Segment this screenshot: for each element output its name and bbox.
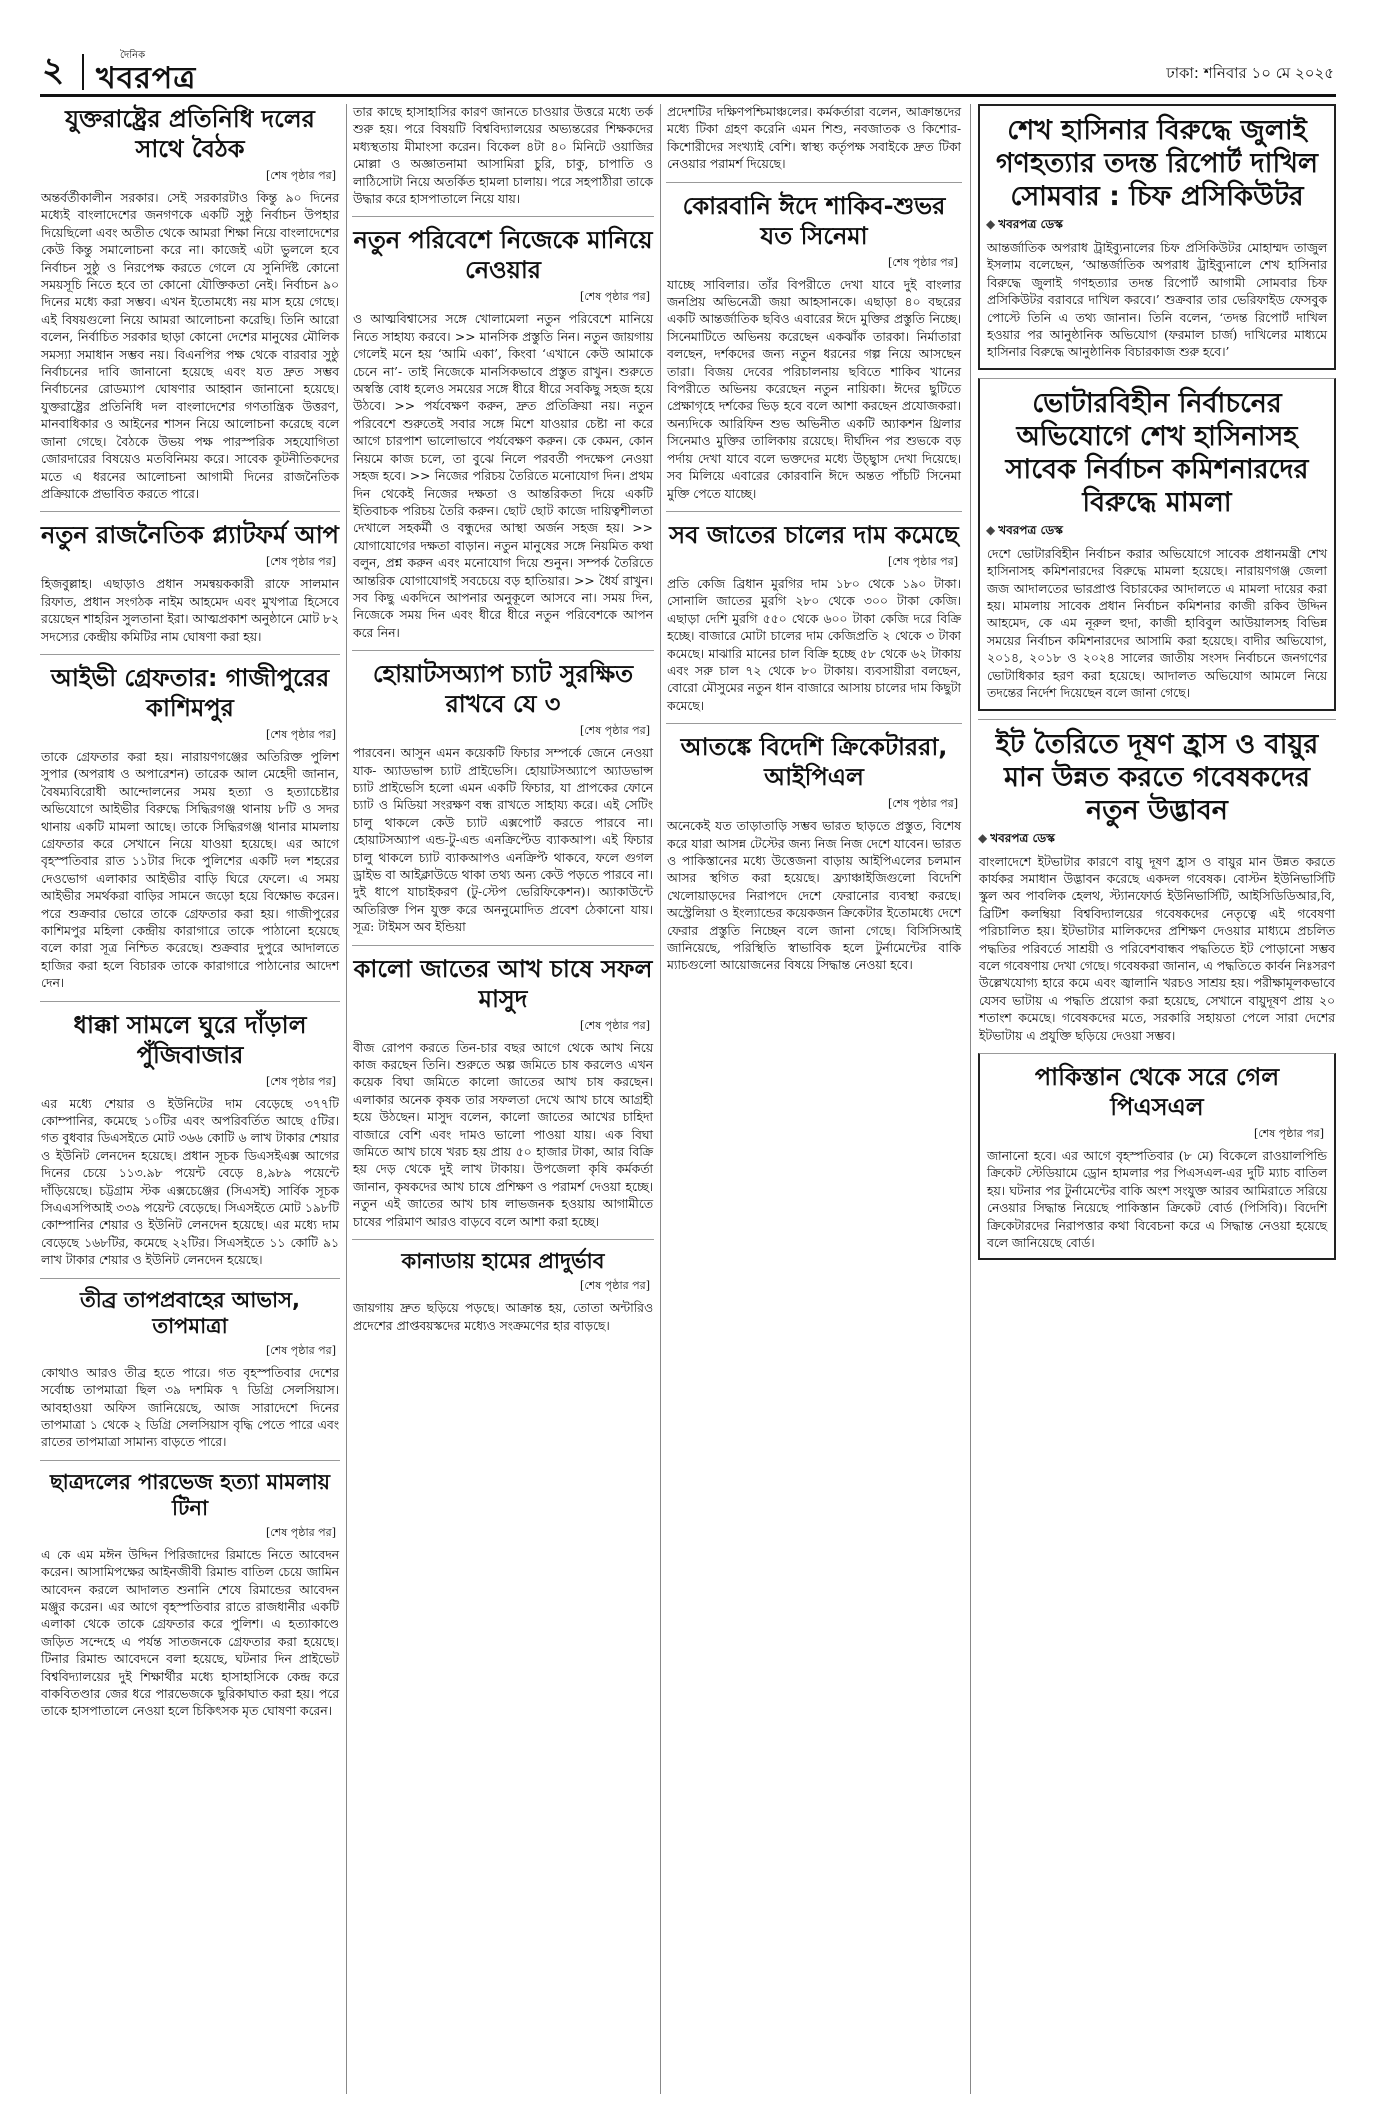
story <box>666 182 962 503</box>
logo-prefix: দৈনিক <box>120 50 146 61</box>
headline: শেখ হাসিনার বিরুদ্ধে জুলাই গণহত্যার তদন্ত রিপোর্ট দাখিল সোমবার : চিফ প্রসিকিউটর <box>995 115 1319 212</box>
headline: হোয়াটসঅ্যাপ চ্যাট সুরক্ষিত রাখবে যে ৩ <box>372 660 634 719</box>
story <box>40 511 340 646</box>
jump-line: [শেষ পৃষ্ঠার পর] <box>579 724 650 738</box>
jump-line: [শেষ পৃষ্ঠার পর] <box>1253 1126 1324 1140</box>
byline-text: খবরপত্র ডেস্ক <box>990 830 1055 845</box>
jump-line: [শেষ পৃষ্ঠার পর] <box>265 555 336 569</box>
byline-text: খবরপত্র ডেস্ক <box>998 522 1063 537</box>
story-body: বীজ রোপণ করতে তিন-চার বছর আগে থেকে আখ নিয়ে কাজ করছেন তিনি। শুরুতে অল্প জমিতে চাষ করলেও এখন কয়েক বিঘা জমিতে কালো জাতের আখ চাষ করছেন। এলাকার অনেক কৃষক তার সফলতা দেখে আখ চাষে আগ্রহী হয়ে উঠছেন। মাসুদ বলেন, কালো জাতের আখের চাহিদা বাজারে বেশি এবং দামও ভালো পাওয়া যায়। এক বিঘা জমিতে আখ চাষে খরচ হয় প্রায় ৫০ হাজার টাকা, আর বিক্রি হয় দেড় থেকে দুই লাখ টাকায়। উপজেলা কৃষি কর্মকর্তা জানান, কৃষকদের আখ চাষে প্রশিক্ষণ ও পরামর্শ দেওয়া হচ্ছে। নতুন এই জাতের আখ চাষ লাভজনক হওয়ায় আগামীতে চাষের পরিমাণ আরও বাড়বে বলে আশা করা হচ্ছে। <box>353 1040 653 1229</box>
featured-story <box>978 378 1336 711</box>
headline: ভোটারবিহীন নির্বাচনের অভিযোগে শেখ হাসিনাসহ সাবেক নির্বাচন কমিশনারদের বিরুদ্ধে মামলা <box>1005 387 1309 518</box>
headline: ছাত্রদলের পারভেজ হত্যা মামলায় টিনা <box>49 1469 331 1520</box>
column-divider <box>346 104 347 2094</box>
column-4 <box>978 104 1336 2094</box>
byline <box>978 830 1336 850</box>
headline: নতুন পরিবেশে নিজেকে মানিয়ে নেওয়ার <box>353 226 653 285</box>
masthead <box>40 48 1336 97</box>
story-body: তাকে গ্রেফতার করা হয়। নারায়ণগঞ্জের অতিরিক্ত পুলিশ সুপার (অপরাধ ও অপারেশন) তারেক আল মেহেদী জানান, বৈষম্যবিরোধী আন্দোলনের সময় হত্যা ও হত্যাচেষ্টার অভিযোগে আইভীর বিরুদ্ধে সিদ্ধিরগঞ্জ থানায় ৮টি ও সদর থানায় একটি মামলা আছে। তাকে সিদ্ধিরগঞ্জ থানার মামলায় গ্রেফতার করে সেখানে নিয়ে যাওয়া হয়েছে। এর আগে বৃহস্পতিবার রাত ১১টার দিকে পুলিশের একটি দল শহরের দেওভোগ এলাকার আইভীর বাড়ি ঘিরে ফেলে। এ সময় আইভীর সমর্থকরা বাড়ির সামনে জড়ো হয়ে বিক্ষোভ করেন। পরে শুক্রবার ভোরে তাকে গ্রেফতার করা হয়। গাজীপুরের কাশিমপুর মহিলা কেন্দ্রীয় কারাগারে তাকে পাঠানো হয়েছে বলে কারা সূত্র নিশ্চিত করেছে। শুক্রবার দুপুরে আদালতে হাজির করা হলে বিচারক তাকে কারাগারে পাঠানোর আদেশ দেন। <box>41 749 339 991</box>
jump-line: [শেষ পৃষ্ঠার পর] <box>579 1018 650 1032</box>
headline: কানাডায় হামের প্রাদুর্ভাব <box>401 1249 605 1274</box>
byline <box>986 216 1328 236</box>
story-body: অনেকেই যত তাড়াতাড়ি সম্ভব ভারত ছাড়তে প্রস্তুত, বিশেষ করে যারা আসন্ন টেস্টের জন্য নিজ নিজ দেশে যাবেন। ভারত ও পাকিস্তানের মধ্যে উত্তেজনা বাড়ায় আইপিএলের চলমান আসর স্থগিত করা হয়েছে। ফ্র্যাঞ্চাইজিগুলো বিদেশি খেলোয়াড়দের নিরাপদে দেশে ফেরানোর ব্যবস্থা করছে। অস্ট্রেলিয়া ও ইংল্যান্ডের কয়েকজন ক্রিকেটার ইতোমধ্যে দেশে ফেরার প্রস্তুতি নিচ্ছেন বলে জানা গেছে। বিসিসিআই জানিয়েছে, পরিস্থিতি স্বাভাবিক হলে টুর্নামেন্টের বাকি ম্যাচগুলো আয়োজনের বিষয়ে সিদ্ধান্ত নেওয়া হবে। <box>667 819 961 973</box>
story <box>352 1239 654 1335</box>
diamond-bullet-icon: ◆ <box>978 830 988 845</box>
jump-line: [শেষ পৃষ্ঠার পর] <box>887 797 958 811</box>
jump-line: [শেষ পৃষ্ঠার পর] <box>579 1279 650 1293</box>
story <box>978 1053 1336 1260</box>
masthead-divider <box>82 54 84 90</box>
featured-story <box>978 104 1336 370</box>
column-1 <box>40 104 340 2094</box>
story <box>40 1460 340 1721</box>
story-body: হিজবুল্লাহ। এছাড়াও প্রধান সমন্বয়ককারী রাফে সালমান রিফাত, প্রধান সংগঠক নাইম আহমেদ এবং মুখপাত্র হিসেবে রয়েছেন শাহরিন সুলতানা ইরা। আত্মপ্রকাশ অনুষ্ঠানে মোট ৮২ সদস্যের কেন্দ্রীয় কমিটির নাম ঘোষণা করা হয়। <box>41 577 339 644</box>
story-body: প্রতি কেজি ব্রিধান মুরগির দাম ১৮০ থেকে ১৯০ টাকা। সোনালি জাতের মুরগি ২৮০ থেকে ৩০০ টাকা কেজি। এছাড়া দেশি মুরগি ৫৫০ থেকে ৬০০ টাকা কেজি দরে বিক্রি হচ্ছে। বাজারে মোটা চালের দাম কেজিপ্রতি ২ থেকে ৩ টাকা কমেছে। মাঝারি মানের চাল বিক্রি হচ্ছে ৫৮ থেকে ৬২ টাকায় এবং সরু চাল ৭২ থেকে ৮০ টাকায়। ব্যবসায়ীরা বলছেন, বোরো মৌসুমের নতুন ধান বাজারে আসায় চালের দাম কিছুটা কমেছে। <box>667 576 961 713</box>
story <box>352 216 654 642</box>
story-body: বাংলাদেশে ইটভাটার কারণে বায়ু দূষণ হ্রাস ও বায়ুর মান উন্নত করতে কার্যকর সমাধান উদ্ভাবন করেছে একদল গবেষক। বোস্টন ইউনিভার্সিটি স্কুল অব পাবলিক হেলথ, স্ট্যানফোর্ড ইউনিভার্সিটি, আইসিডিডিআর,বি, ব্রিটিশ কলম্বিয়া বিশ্ববিদ্যালয়ের গবেষকদের নেতৃত্বে এই গবেষণা পরিচালিত হয়। ইটভাটার মালিকদের প্রশিক্ষণ দেওয়ার মাধ্যমে প্রচলিত পদ্ধতির পরিবর্তে সাশ্রয়ী ও পরিবেশবান্ধব পদ্ধতিতে ইট পোড়ানো সম্ভব বলে গবেষণায় দেখা গেছে। গবেষকরা জানান, এ পদ্ধতিতে কার্বন নিঃসরণ উল্লেখযোগ্য হারে কমে এবং জ্বালানি খরচও সাশ্রয় হয়। পরীক্ষামূলকভাবে যেসব ভাটায় এ পদ্ধতি প্রয়োগ করা হয়েছে, সেখানে বায়ুদূষণ প্রায় ২০ শতাংশ কমেছে। গবেষকদের মতে, সরকারি সহায়তা পেলে সারা দেশের ইটভাটায় এ প্রযুক্তি ছড়িয়ে দেওয়া সম্ভব। <box>979 854 1335 1043</box>
headline: আইভী গ্রেফতার: গাজীপুরের কাশিমপুর <box>50 663 330 722</box>
jump-line: [শেষ পৃষ্ঠার পর] <box>265 727 336 741</box>
story <box>978 719 1336 1045</box>
story-body: যাচ্ছে সাবিলার। তাঁর বিপরীতে দেখা যাবে দুই বাংলার জনপ্রিয় অভিনেত্রী জয়া আহসানকে। এছাড়া ৪০ বছরের একটি আন্তর্জাতিক ছবিও এবারের ঈদে মুক্তির প্রস্তুতি নিচ্ছে। সিনেমাটিতে অভিনয় করেছেন একঝাঁক তারকা। নির্মাতারা বলছেন, দর্শকদের জন্য নতুন ধরনের গল্প নিয়ে আসছেন তারা। বিজয় দেবের পরিচালনায় ছবিতে শাকিব খানের বিপরীতে অভিনয় করেছেন নতুন নায়িকা। ঈদের ছুটিতে প্রেক্ষাগৃহে দর্শকের ভিড় হবে বলে আশা করছেন প্রযোজকরা। অন্যদিকে আরিফিন শুভ অভিনীত একটি অ্যাকশন থ্রিলার সিনেমাও মুক্তির তালিকায় রয়েছে। দীর্ঘদিন পর শুভকে বড় পর্দায় দেখা যাবে বলে ভক্তদের মধ্যে উচ্ছ্বাস দেখা দিয়েছে। সব মিলিয়ে এবারের কোরবানি ঈদে অন্তত পাঁচটি সিনেমা মুক্তি পেতে যাচ্ছে। <box>667 277 961 501</box>
story <box>352 945 654 1231</box>
story-body: জানানো হবে। এর আগে বৃহস্পতিবার (৮ মে) বিকেলে রাওয়ালপিন্ডি ক্রিকেট স্টেডিয়ামে ড্রোন হামলার পর পিএসএল-এর দুটি ম্যাচ বাতিল হয়। ঘটনার পর টুর্নামেন্টের বাকি অংশ সংযুক্ত আরব আমিরাতে সরিয়ে নেওয়ার সিদ্ধান্ত নিয়েছে পাকিস্তান ক্রিকেট বোর্ড (পিসিবি)। বিদেশি ক্রিকেটারদের নিরাপত্তার কথা বিবেচনা করে এ সিদ্ধান্ত নেওয়া হয়েছে বলে জানিয়েছে বোর্ড। <box>987 1148 1327 1250</box>
story-body: কোথাও আরও তীব্র হতে পারে। গত বৃহস্পতিবার দেশের সর্বোচ্চ তাপমাত্রা ছিল ৩৯ দশমিক ৭ ডিগ্রি সেলসিয়াস। আবহাওয়া অফিস জানিয়েছে, আজ সারাদেশে দিনের তাপমাত্রা ১ থেকে ২ ডিগ্রি সেলসিয়াস বৃদ্ধি পেতে পারে এবং রাতের তাপমাত্রা সামান্য বাড়তে পারে। <box>41 1365 339 1450</box>
headline: কালো জাতের আখ চাষে সফল মাসুদ <box>353 954 653 1013</box>
story-body: ও আত্মবিশ্বাসের সঙ্গে খোলামেলা নতুন পরিবেশে মানিয়ে নিতে সাহায্য করবে। >> মানসিক প্রস্তুতি নিন। নতুন জায়গায় গেলেই মনে হয় ‘আমি একা’, কিংবা ‘এখানে কেউ আমাকে চেনে না’- তাই নিজেকে মানসিকভাবে প্রস্তুত রাখুন। শুরুতে অস্বস্তি বোধ হলেও সময়ের সঙ্গে ধীরে ধীরে সবকিছু সহজ হয়ে উঠবে। >> পর্যবেক্ষণ করুন, দ্রুত প্রতিক্রিয়া নয়। নতুন পরিবেশে শুরুতেই সবার সঙ্গে মিশে যাওয়ার চেষ্টা না করে আগে চারপাশ ভালোভাবে পর্যবেক্ষণ করুন। কে কেমন, কোন নিয়মে কাজ চলে, তা বুঝে নিলে পরবর্তী পদক্ষেপ নেওয়া সহজ হবে। >> নিজের পরিচয় তৈরিতে মনোযোগ দিন। প্রথম দিন থেকেই নিজের দক্ষতা ও আন্তরিকতা দিয়ে একটি ইতিবাচক পরিচয় তৈরি করুন। ছোট ছোট কাজে দায়িত্বশীলতা দেখালে সহকর্মী ও বন্ধুদের আস্থা অর্জন সহজ হয়। >> যোগাযোগের দক্ষতা বাড়ান। নতুন মানুষের সঙ্গে নিয়মিত কথা বলুন, প্রশ্ন করুন এবং মনোযোগ দিয়ে শুনুন। সম্পর্ক তৈরিতে আন্তরিক যোগাযোগই সবচেয়ে বড় হাতিয়ার। >> ধৈর্য রাখুন। সব কিছু একদিনে আপনার অনুকূলে আসবে না। সময় দিন, নিজেকে সময় দিন এবং ধীরে ধীরে নতুন পরিবেশকে আপন করে নিন। <box>353 312 653 640</box>
column-3 <box>666 104 962 2094</box>
column-2 <box>352 104 654 2094</box>
story <box>352 650 654 936</box>
headline: ইট তৈরিতে দূষণ হ্রাস ও বায়ুর মান উন্নত করতে গবেষকদের নতুন উদ্ভাবন <box>995 728 1319 826</box>
jump-line: [শেষ পৃষ্ঠার পর] <box>887 255 958 269</box>
story-body: অন্তর্বর্তীকালীন সরকার। সেই সরকারটাও কিন্তু ৯০ দিনের মধ্যেই বাংলাদেশের জনগণকে একটি সুষ্ঠু নির্বাচন উপহার দিয়েছিলো এবং অতীত থেকে আমরা শিক্ষা নিয়ে বাংলাদেশের কেউ কিন্তু সমালোচনা করে না। কাজেই এটা ভুললে হবে নির্বাচন সুষ্ঠু ও নিরপেক্ষ করতে গেলে যে সুনির্দিষ্ট কোনো সময়সূচি নিতে হবে তা কোনো যৌক্তিকতা নেই। নির্বাচন ৯০ দিনের মধ্যে করা সম্ভব। এখন ইতোমধ্যে নয় মাস হয়ে গেছে। এই বিষয়গুলো নিয়ে আমরা আলোচনা করেছি। তিনি আরো বলেন, নির্বাচিত সরকার ছাড়া কোনো দেশের মানুষের মৌলিক সমস্যা সমাধান সম্ভব নয়। বিএনপির পক্ষ থেকে বারবার সুষ্ঠু নির্বাচনের দাবি জানানো হয়েছে এবং যত দ্রুত সম্ভব নির্বাচনের রোডম্যাপ ঘোষণার আহ্বান জানানো হয়েছে। যুক্তরাষ্ট্রের প্রতিনিধি দল বাংলাদেশের গণতান্ত্রিক উত্তরণ, মানবাধিকার ও আইনের শাসন নিয়ে আলোচনা করেছে বলে জানা গেছে। বৈঠকে উভয় পক্ষ পারস্পরিক সহযোগিতা জোরদারের বিষয়েও মতবিনিময় করে। সাবেক কূটনীতিকদের মতে এ ধরনের আলোচনা আগামী দিনের রাজনৈতিক প্রক্রিয়াকে প্রভাবিত করতে পারে। <box>41 191 339 501</box>
headline: কোরবানি ঈদে শাকিব-শুভর যত সিনেমা <box>682 191 946 250</box>
headline: সব জাতের চালের দাম কমেছে <box>669 520 959 549</box>
byline-text: খবরপত্র ডেস্ক <box>998 217 1063 231</box>
story <box>666 511 962 715</box>
jump-line: [শেষ পৃষ্ঠার পর] <box>265 1074 336 1088</box>
headline: নতুন রাজনৈতিক প্ল্যাটফর্ম আপ <box>41 521 339 550</box>
story-body: এ কে এম মঈন উদ্দিন পিরিজাদের রিমান্ডে নিতে আবেদন করেন। আসামিপক্ষের আইনজীবী রিমান্ড বাতিল চেয়ে জামিন আবেদন করলে আদালত শুনানি শেষে রিমান্ডের আবেদন মঞ্জুর করেন। এর আগে বৃহস্পতিবার রাতে রাজধানীর একটি এলাকা থেকে তাকে গ্রেফতার করে পুলিশ। এ হত্যাকাণ্ডে জড়িত সন্দেহে এ পর্যন্ত সাতজনকে গ্রেফতার করা হয়েছে। টিনার রিমান্ড আবেদনে বলা হয়েছে, ঘটনার দিন প্রাইভেট বিশ্ববিদ্যালয়ের দুই শিক্ষার্থীর মধ্যে হাসাহাসিকে কেন্দ্র করে বাকবিতণ্ডার জের ধরে পারভেজকে ছুরিকাঘাত করা হয়। পরে তাকে হাসপাতালে নেওয়া হলে চিকিৎসক মৃত ঘোষণা করেন। <box>41 1547 339 1719</box>
story-body: প্রদেশটির দক্ষিণপশ্চিমাঞ্চলের। কর্মকর্তারা বলেন, আক্রান্তদের মধ্যে টিকা গ্রহণ করেনি এমন শিশু, নবজাতক ও কিশোর-কিশোরীদের সংখ্যাই বেশি। স্বাস্থ্য কর্তৃপক্ষ সবাইকে দ্রুত টিকা নেওয়ার পরামর্শ দিয়েছে। <box>667 105 961 172</box>
jump-line: [শেষ পৃষ্ঠার পর] <box>265 1525 336 1539</box>
jump-line: [শেষ পৃষ্ঠার পর] <box>265 1343 336 1357</box>
jump-line: [শেষ পৃষ্ঠার পর] <box>887 554 958 568</box>
headline: পাকিস্তান থেকে সরে গেল পিএসএল <box>1034 1062 1280 1121</box>
headline: ধাক্কা সামলে ঘুরে দাঁড়াল পুঁজিবাজার <box>73 1010 307 1069</box>
story <box>666 723 962 975</box>
story-continuation <box>666 104 962 174</box>
story-body: আন্তর্জাতিক অপরাধ ট্রাইব্যুনালের চিফ প্রসিকিউটর মোহাম্মদ তাজুল ইসলাম বলেছেন, ‘আন্তর্জাতিক অপরাধ ট্রাইব্যুনালে শেখ হাসিনার বিরুদ্ধে জুলাই গণহত্যার তদন্ত রিপোর্ট আগামী সোমবার চিফ প্রসিকিউটর বরাবরে দাখিল করবে।’ শুক্রবার তার ভেরিফাইড ফেসবুক পোস্টে তিনি এ তথ্য জানান। তিনি বলেন, ‘তদন্ত রিপোর্ট দাখিল হওয়ার পর আনুষ্ঠানিক অভিযোগ (ফরমাল চার্জ) দাখিলের মাধ্যমে হাসিনার বিরুদ্ধে আনুষ্ঠানিক বিচারকাজ শুরু হবে।’ <box>987 241 1327 360</box>
story-body: দেশে ভোটারবিহীন নির্বাচন করার অভিযোগে সাবেক প্রধানমন্ত্রী শেখ হাসিনাসহ কমিশনারদের বিরুদ্ধে মামলা হয়েছে। নারায়ণগঞ্জ জেলা জজ আদালতের ভারপ্রাপ্ত বিচারকের আদালতে এ মামলা দায়ের করা হয়। মামলায় সাবেক প্রধান নির্বাচন কমিশনার কাজী রকিব উদ্দিন আহমেদ, কে এম নূরুল হুদা, কাজী হাবিবুল আউয়ালসহ বিভিন্ন সময়ের নির্বাচন কমিশনারদের আসামি করা হয়েছে। বাদীর অভিযোগ, ২০১৪, ২০১৮ ও ২০২৪ সালের জাতীয় সংসদ নির্বাচনে জনগণের ভোটাধিকার হরণ করা হয়েছে। আদালত অভিযোগ আমলে নিয়ে তদন্তের নির্দেশ দিয়েছেন বলে জানা গেছে। <box>987 546 1327 701</box>
byline <box>986 522 1328 542</box>
story-body: জায়গায় দ্রুত ছড়িয়ে পড়ছে। আক্রান্ত হয়, তোতা অন্টারিও প্রদেশের প্রাপ্তবয়স্কদের মধ্যেও সংক্রমণের হার বাড়ছে। <box>353 1301 653 1333</box>
story <box>40 1278 340 1452</box>
column-divider <box>970 104 971 2094</box>
headline: যুক্তরাষ্ট্রের প্রতিনিধি দলের সাথে বৈঠক <box>65 105 315 163</box>
story-body: এর মধ্যে শেয়ার ও ইউনিটের দাম বেড়েছে ৩৭৭টি কোম্পানির, কমেছে ১০টির এবং অপরিবর্তিত আছে ৫টির। গত বুধবার ডিএসইতে মোট ৩৬৬ কোটি ৬ লাখ টাকার শেয়ার ও ইউনিট লেনদেন হয়েছে। প্রধান সূচক ডিএসইএক্স আগের দিনের চেয়ে ১১৩.৯৮ পয়েন্ট বেড়ে ৪,৯৮৯ পয়েন্টে দাঁড়িয়েছে। চট্টগ্রাম স্টক এক্সচেঞ্জের (সিএসই) সার্বিক সূচক সিএএসপিআই ৩৩৯ পয়েন্ট বেড়েছে। সিএসইতে মোট ১৯৮টি কোম্পানির শেয়ার ও ইউনিট লেনদেন হয়েছে। এর মধ্যে দাম বেড়েছে ১৬৮টির, কমেছে ২২টির। সিএসইতে ১১ কোটি ৯১ লাখ টাকার শেয়ার ও ইউনিট লেনদেন হয়েছে। <box>41 1096 339 1268</box>
story <box>40 1001 340 1270</box>
story <box>40 654 340 993</box>
page-number: ২ <box>42 50 65 90</box>
story-body: পারবেন। আসুন এমন কয়েকটি ফিচার সম্পর্কে জেনে নেওয়া যাক- অ্যাডভান্স চ্যাট প্রাইভেসি। হোয়াটসঅ্যাপে অ্যাডভান্স চ্যাট প্রাইভেসি হলো এমন একটি ফিচার, যা প্রাপকের ফোনে চ্যাট ও মিডিয়া সংরক্ষণ বন্ধ রাখতে সাহায্য করে। এই সেটিং চালু থাকলে কেউ চ্যাট এক্সপোর্ট করতে পারবে না। হোয়াটসঅ্যাপ এন্ড-টু-এন্ড এনক্রিপ্টেড ব্যাকআপ। এই ফিচার চালু থাকলে চ্যাট ব্যাকআপও এনক্রিপ্ট থাকবে, ফলে গুগল ড্রাইভ বা আইক্লাউডে থাকা তথ্য অন্য কেউ পড়তে পারবে না। দুই ধাপে যাচাইকরণ (টু-স্টেপ ভেরিফিকেশন)। অ্যাকাউন্টে অতিরিক্ত পিন যুক্ত করে অননুমোদিত প্রবেশ ঠেকানো যায়। সূত্র: টাইমস অব ইন্ডিয়া <box>353 746 653 935</box>
column-divider <box>660 104 661 2094</box>
diamond-bullet-icon: ◆ <box>986 217 996 231</box>
jump-line: [শেষ পৃষ্ঠার পর] <box>265 169 336 182</box>
dateline: ঢাকা: শনিবার ১০ মে ২০২৫ <box>1166 64 1334 82</box>
story-continuation <box>352 104 654 208</box>
diamond-bullet-icon: ◆ <box>986 522 996 537</box>
logo-name: খবরপত্র <box>96 61 197 96</box>
story <box>40 104 340 503</box>
jump-line: [শেষ পৃষ্ঠার পর] <box>579 290 650 304</box>
headline: আতঙ্কে বিদেশি ক্রিকেটাররা, আইপিএল <box>680 733 948 792</box>
story-body: তার কাছে হাসাহাসির কারণ জানতে চাওয়ার উত্তরে মধ্যে তর্ক শুরু হয়। পরে বিষয়টি বিশ্ববিদ্যালয়ের অভ্যন্তরের শিক্ষকদের মধ্যস্থতায় মীমাংসা করেন। বিকেল ৪টা ৪০ মিনিটে ওয়াজির মোল্লা ও অজ্ঞাতনামা আসামিরা চুরি, চাকু, চাপাতি ও লাঠিসোটা নিয়ে অতর্কিত হামলা চালায়। পরে সহপাঠীরা তাকে উদ্ধার করে হাসপাতালে নিয়ে যায়। <box>353 105 653 207</box>
headline: তীব্র তাপপ্রবাহের আভাস, তাপমাত্রা <box>80 1287 300 1338</box>
